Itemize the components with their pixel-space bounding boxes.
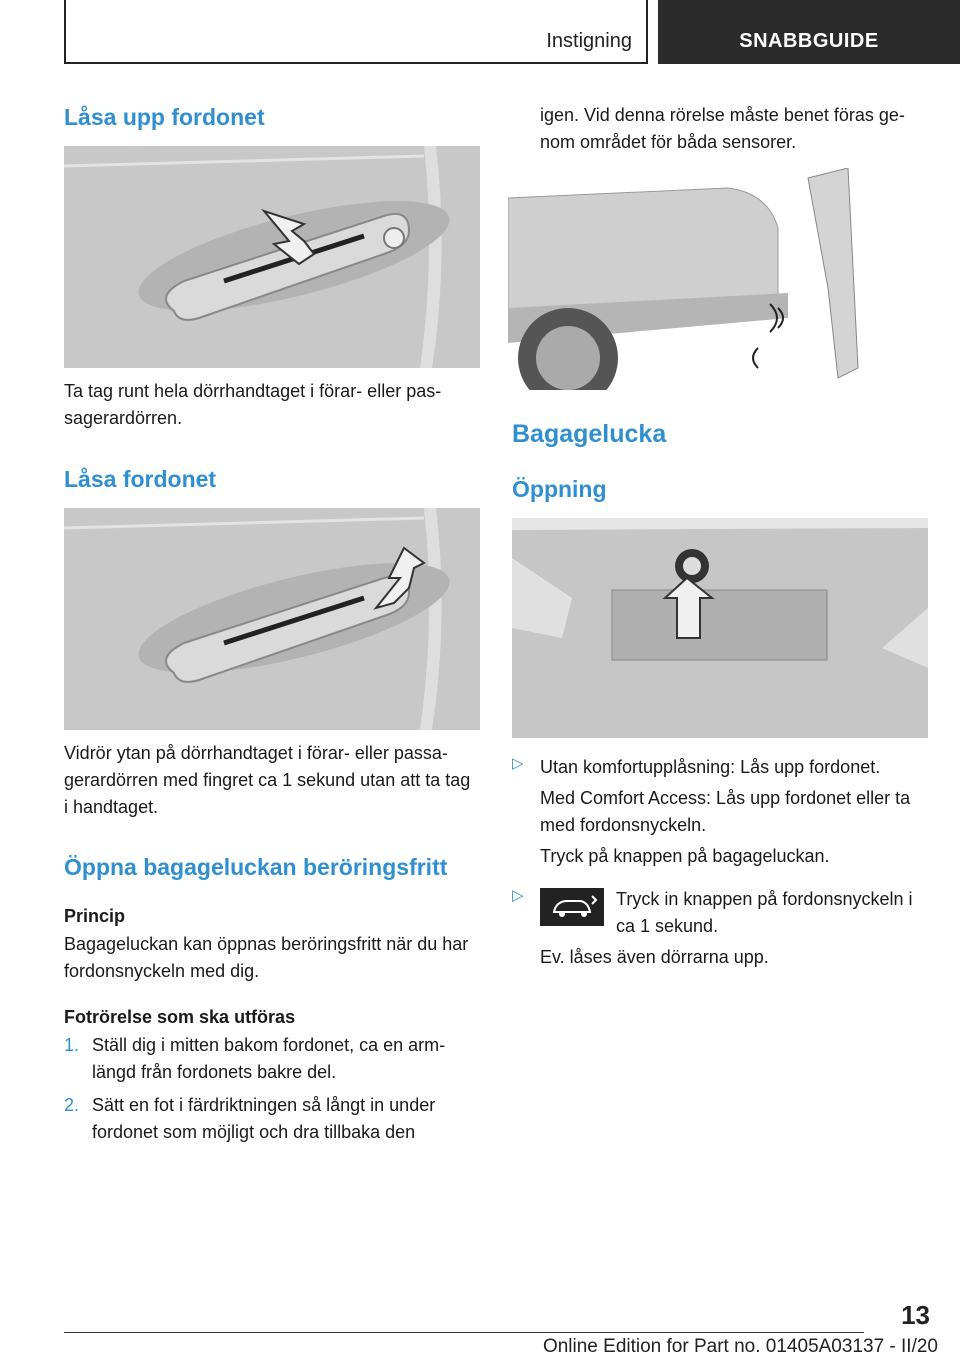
trunk-lid-illustration bbox=[512, 518, 928, 738]
principle-text: Bagageluckan kan öppnas beröringsfritt när du har fordonsnyckeln med dig. bbox=[64, 934, 469, 981]
bullet-2-sub: Ev. låses även dörrarna upp. bbox=[540, 947, 769, 967]
continued-text: igen. Vid denna rörelse måste benet föras ge-nom området för båda sensorer. bbox=[540, 105, 905, 152]
edition-footer: Online Edition for Part no. 01405A03137 - II/20 bbox=[542, 1336, 938, 1357]
bullet-marker-2: ▷ bbox=[512, 887, 524, 904]
bullet-2-text: Tryck in knappen på fordonsnyckeln i ca 1 sekund. bbox=[616, 889, 913, 936]
trunk-heading: Bagagelucka bbox=[512, 420, 667, 448]
section-title: Instigning bbox=[546, 30, 632, 52]
step-2-number: 2. bbox=[64, 1095, 80, 1115]
motion-label: Fotrörelse som ska utföras bbox=[64, 1007, 296, 1027]
car-rear-sensor-illustration bbox=[508, 168, 924, 390]
bullet-marker-1: ▷ bbox=[512, 755, 524, 772]
door-handle-lock-illustration bbox=[64, 508, 480, 730]
bullet-1-sub-a: Med Comfort Access: Lås upp fordonet eller ta med fordonsnyckeln. bbox=[540, 788, 911, 835]
unlock-text: Ta tag runt hela dörrhandtaget i förar- eller pas-sagerardörren. bbox=[64, 381, 442, 428]
footer-rule bbox=[64, 1332, 864, 1333]
door-handle-unlock-image bbox=[64, 146, 480, 368]
lock-text: Vidrör ytan på dörrhandtaget i förar- eller passa-gerardörren med fingret ca 1 sekund utan att ta tag i handtaget. bbox=[64, 743, 471, 817]
lock-heading: Låsa fordonet bbox=[64, 466, 217, 492]
trunk-button-image bbox=[512, 518, 928, 738]
unlock-heading: Låsa upp fordonet bbox=[64, 104, 265, 130]
bullet-1 bbox=[512, 754, 928, 781]
step-1-text: Ställ dig i mitten bakom fordonet, ca en arm-längd från fordonets bakre del. bbox=[92, 1035, 446, 1082]
step-1 bbox=[64, 1032, 474, 1086]
touchless-heading: Öppna bagageluckan beröringsfritt bbox=[64, 854, 448, 880]
door-handle-lock-image bbox=[64, 508, 480, 730]
opening-heading: Öppning bbox=[512, 476, 607, 502]
bullet-2 bbox=[512, 886, 928, 940]
foot-motion-image bbox=[508, 168, 924, 390]
door-handle-illustration bbox=[64, 146, 480, 368]
principle-label: Princip bbox=[64, 906, 126, 926]
bullet-1-text: Utan komfortupplåsning: Lås upp fordonet. bbox=[540, 757, 881, 777]
step-1-number: 1. bbox=[64, 1035, 80, 1055]
key-trunk-icon bbox=[540, 888, 604, 926]
bullet-1-sub-b: Tryck på knappen på bagageluckan. bbox=[540, 846, 830, 866]
header-frame bbox=[64, 0, 648, 64]
guide-tab: SNABBGUIDE bbox=[658, 0, 960, 64]
page-number: 13 bbox=[901, 1300, 930, 1330]
step-2-text: Sätt en fot i färdriktningen så långt in under fordonet som möjligt och dra tillbaka den bbox=[92, 1095, 436, 1142]
step-2 bbox=[64, 1092, 474, 1146]
